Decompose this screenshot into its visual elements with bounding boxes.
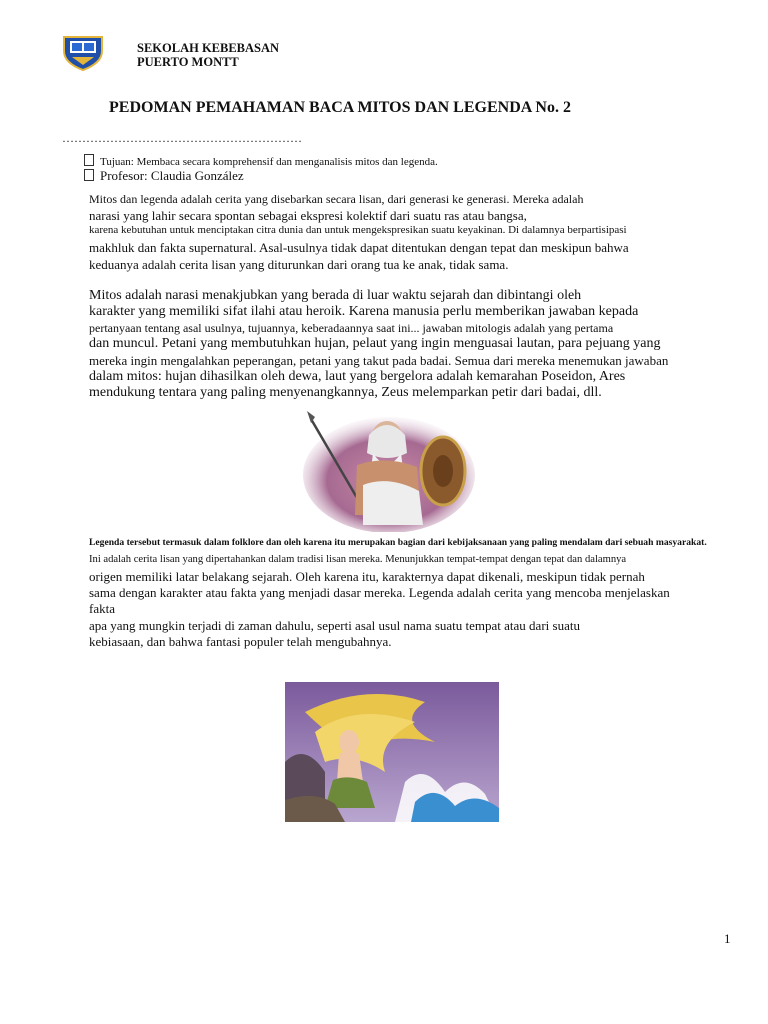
zeus-illustration: [297, 405, 475, 532]
name-line: ……………………………………………………: [62, 131, 302, 145]
para2-line: karakter yang memiliki sifat ilahi atau heroik. Karena manusia perlu memberikan jawaban kepada: [89, 304, 639, 319]
para2-line: pertanyaan tentang asal usulnya, tujuannya, keberadaannya saat ini... jawaban mitologis adalah yang pertama: [89, 321, 614, 335]
page-number: 1: [724, 931, 731, 946]
para1-line: narasi yang lahir secara spontan sebagai ekspresi kolektif dari suatu ras atau bangsa,: [89, 208, 527, 223]
goal-line: [84, 154, 438, 168]
para3-line: kebiasaan, dan bahwa fantasi populer telah mengubahnya.: [89, 634, 392, 649]
school-line-2: PUERTO MONTT: [137, 55, 239, 69]
goal-text: Tujuan: Membaca secara komprehensif dan menganalisis mitos dan legenda.: [100, 156, 438, 168]
school-crest-icon: [62, 33, 104, 71]
page-title: PEDOMAN PEMAHAMAN BACA MITOS DAN LEGENDA No. 2: [109, 99, 571, 116]
para3-line: Legenda tersebut termasuk dalam folklore dan oleh karena itu merupakan bagian dari kebijaksanaan yang paling mendalam dari sebuah masyarakat.: [89, 537, 707, 548]
para1-line: Mitos dan legenda adalah cerita yang disebarkan secara lisan, dari generasi ke generasi. Mereka adalah: [89, 192, 584, 206]
para3-line: sama dengan karakter atau fakta yang menjadi dasar mereka. Legenda adalah cerita yang mencoba menjelaskan: [89, 585, 670, 600]
para1-line: karena kebutuhan untuk menciptakan citra dunia dan untuk mengekspresikan suatu keyakinan. Di dalamnya berpartisipasi: [89, 224, 627, 236]
para2-line: mereka ingin mengalahkan peperangan, petani yang takut pada badai. Semua dari mereka menemukan jawaban: [89, 353, 669, 368]
siren-illustration: [285, 682, 499, 822]
school-name: [137, 41, 279, 69]
school-line-1: SEKOLAH KEBEBASAN: [137, 41, 280, 55]
para3-line: fakta: [89, 601, 115, 616]
para2-line: dalam mitos: hujan dihasilkan oleh dewa, laut yang bergelora adalah kemarahan Poseidon, Ares: [89, 369, 626, 384]
para3-line: Ini adalah cerita lisan yang dipertahankan dalam tradisi lisan mereka. Menunjukkan tempat-tempat dengan tepat dan dalamnya: [89, 554, 627, 565]
para2-line: mendukung tentara yang paling menyenangkannya, Zeus melemparkan petir dari badai, dll.: [89, 385, 602, 400]
para2-line: dan muncul. Petani yang membutuhkan hujan, pelaut yang ingin menguasai lautan, para pejuang yang: [89, 336, 661, 351]
para3-line: origen memiliki latar belakang sejarah. Oleh karena itu, karakternya dapat dikenali, meskipun tidak pernah: [89, 569, 645, 584]
para3-line: apa yang mungkin terjadi di zaman dahulu, seperti asal usul nama suatu tempat atau dari suatu: [89, 618, 580, 633]
teacher-text: Profesor: Claudia González: [100, 168, 244, 183]
bullet-box-icon: [84, 169, 94, 181]
para2-line: Mitos adalah narasi menakjubkan yang berada di luar waktu sejarah dan dibintangi oleh: [89, 288, 582, 303]
bullet-box-icon: [84, 154, 94, 166]
teacher-line: [84, 168, 244, 184]
para1-line: keduanya adalah cerita lisan yang diturunkan dari orang tua ke anak, tidak sama.: [89, 257, 509, 272]
para1-line: makhluk dan fakta supernatural. Asal-usulnya tidak dapat ditentukan dengan tepat dan meskipun bahwa: [89, 240, 629, 255]
